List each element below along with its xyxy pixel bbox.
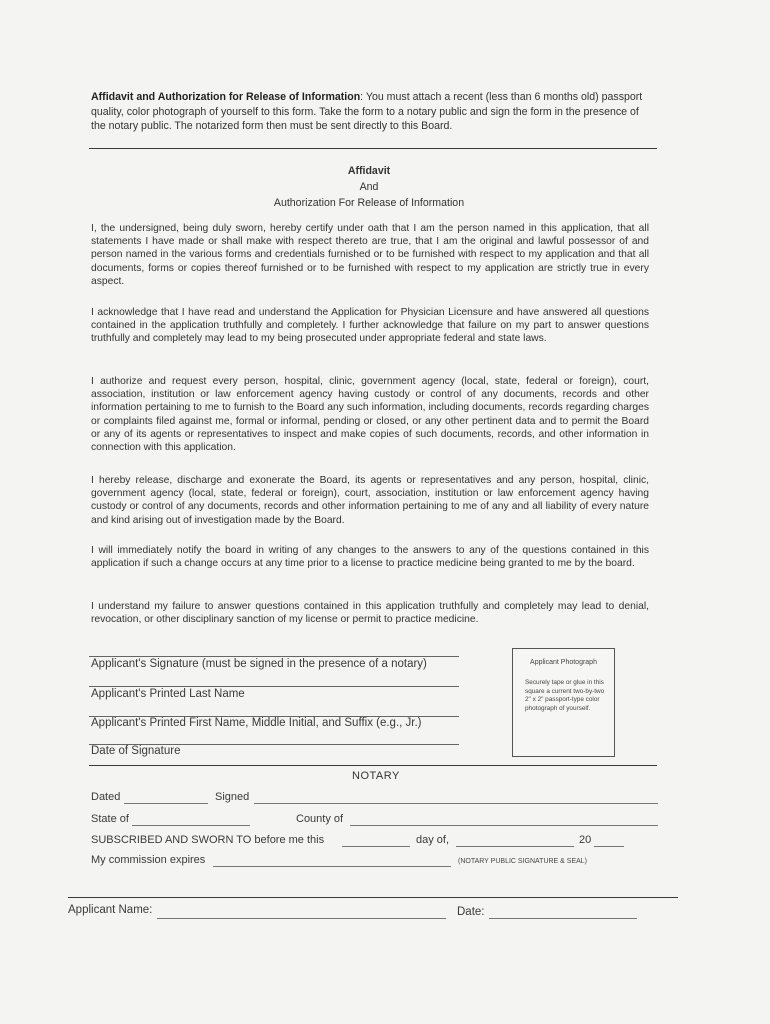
paragraph-notify: I will immediately notify the board in writing of any changes to the answers to any of the questions contained in this application if such a change occurs at any time prior to a license to practice medicine being granted to me by the board. bbox=[91, 545, 649, 570]
applicant-signature-label: Applicant's Signature (must be signed in the presence of a notary) bbox=[91, 658, 427, 670]
intro-lead: Affidavit and Authorization for Release of Information bbox=[91, 91, 361, 103]
month-line[interactable] bbox=[456, 846, 574, 847]
footer-date-label: Date: bbox=[457, 906, 485, 918]
state-line[interactable] bbox=[132, 825, 250, 826]
notary-rule bbox=[89, 765, 657, 766]
year-label: 20 bbox=[579, 834, 592, 846]
dated-line[interactable] bbox=[124, 803, 208, 804]
commission-label: My commission expires bbox=[91, 854, 206, 866]
county-line[interactable] bbox=[350, 825, 658, 826]
notary-seal-label: (NOTARY PUBLIC SIGNATURE & SEAL) bbox=[458, 858, 588, 865]
heading-authorization: Authorization For Release of Information bbox=[273, 197, 465, 209]
signature-top-line bbox=[89, 656, 459, 657]
footer-applicant-name-label: Applicant Name: bbox=[68, 904, 153, 916]
day-of-label: day of, bbox=[416, 834, 450, 846]
heading-and: And bbox=[359, 181, 379, 193]
footer-applicant-name-line[interactable] bbox=[157, 918, 446, 919]
heading-affidavit: Affidavit bbox=[347, 165, 391, 177]
commission-line[interactable] bbox=[213, 866, 451, 867]
paragraph-acknowledge: I acknowledge that I have read and understand the Application for Physician Licensure and have answered all questions contained in the application truthfully and completely. I further acknowledge that failure on my part to answer questions truthfully and completely may lead to my being prosecuted under appropriate federal and state laws. bbox=[91, 307, 649, 345]
footer-rule bbox=[68, 897, 678, 898]
intro-text: : You must attach a recent (less than 6 months old) passport quality, color photograph of yourself to this form. Take the form to a notary public and sign the form in the presence of the notary public. The notarized form then must be sent directly to this Board. bbox=[91, 91, 643, 132]
date-of-signature-label: Date of Signature bbox=[91, 745, 181, 757]
printed-first-name-label: Applicant's Printed First Name, Middle Initial, and Suffix (e.g., Jr.) bbox=[91, 717, 422, 729]
photo-box-title: Applicant Photograph bbox=[530, 659, 597, 666]
county-of-label: County of bbox=[296, 813, 344, 825]
photo-box-instructions: Securely tape or glue in this square a current two-by-two 2" x 2" passport-type color photograph of yourself. bbox=[525, 679, 605, 712]
year-line[interactable] bbox=[594, 846, 624, 847]
state-of-label: State of bbox=[91, 813, 129, 825]
applicant-photograph-box bbox=[512, 648, 615, 757]
signed-label: Signed bbox=[215, 791, 250, 803]
day-line[interactable] bbox=[342, 846, 410, 847]
signature-line[interactable] bbox=[89, 686, 459, 687]
paragraph-authorize: I authorize and request every person, hospital, clinic, government agency (local, state, federal or foreign), court, association, institution or law enforcement agency having custody or control of any documents, records and other information pertaining to me to furnish to the Board any such information, including documents, records regarding charges or complaints filed against me, formal or informal, pending or closed, or any other pertinent data and to permit the Board or any of its agents or representatives to inspect and make copies of such documents, records, and other information in connection with this application. bbox=[91, 376, 649, 454]
intro-instructions bbox=[91, 90, 647, 134]
dated-label: Dated bbox=[91, 791, 121, 803]
printed-last-name-label: Applicant's Printed Last Name bbox=[91, 688, 245, 700]
signed-line[interactable] bbox=[254, 803, 658, 804]
paragraph-oath: I, the undersigned, being duly sworn, hereby certify under oath that I am the person named in this application, that all statements I have made or shall make with respect thereto are true, that I am the original and lawful possessor of and person named in the various forms and credentials furnished or to be furnished with respect to my application and that all documents, forms or copies thereof furnished or to be furnished with respect to my application are strictly true in every aspect. bbox=[91, 223, 649, 287]
footer-date-line[interactable] bbox=[489, 918, 637, 919]
paragraph-release: I hereby release, discharge and exonerate the Board, its agents or representatives and any person, hospital, clinic, government agency (local, state, federal or foreign), court, association, institution or law enforcement agency having custody or control of any documents, records and other information pertaining to me of any and all liability of every nature and kind arising out of investigation made by the Board. bbox=[91, 475, 649, 526]
subscribed-label: SUBSCRIBED AND SWORN TO before me this bbox=[91, 834, 325, 846]
paragraph-failure: I understand my failure to answer questions contained in this application truthfully and completely may lead to denial, revocation, or other disciplinary sanction of my license or permit to practice medicine. bbox=[91, 601, 649, 626]
top-rule bbox=[89, 148, 657, 149]
notary-heading: NOTARY bbox=[352, 770, 400, 782]
